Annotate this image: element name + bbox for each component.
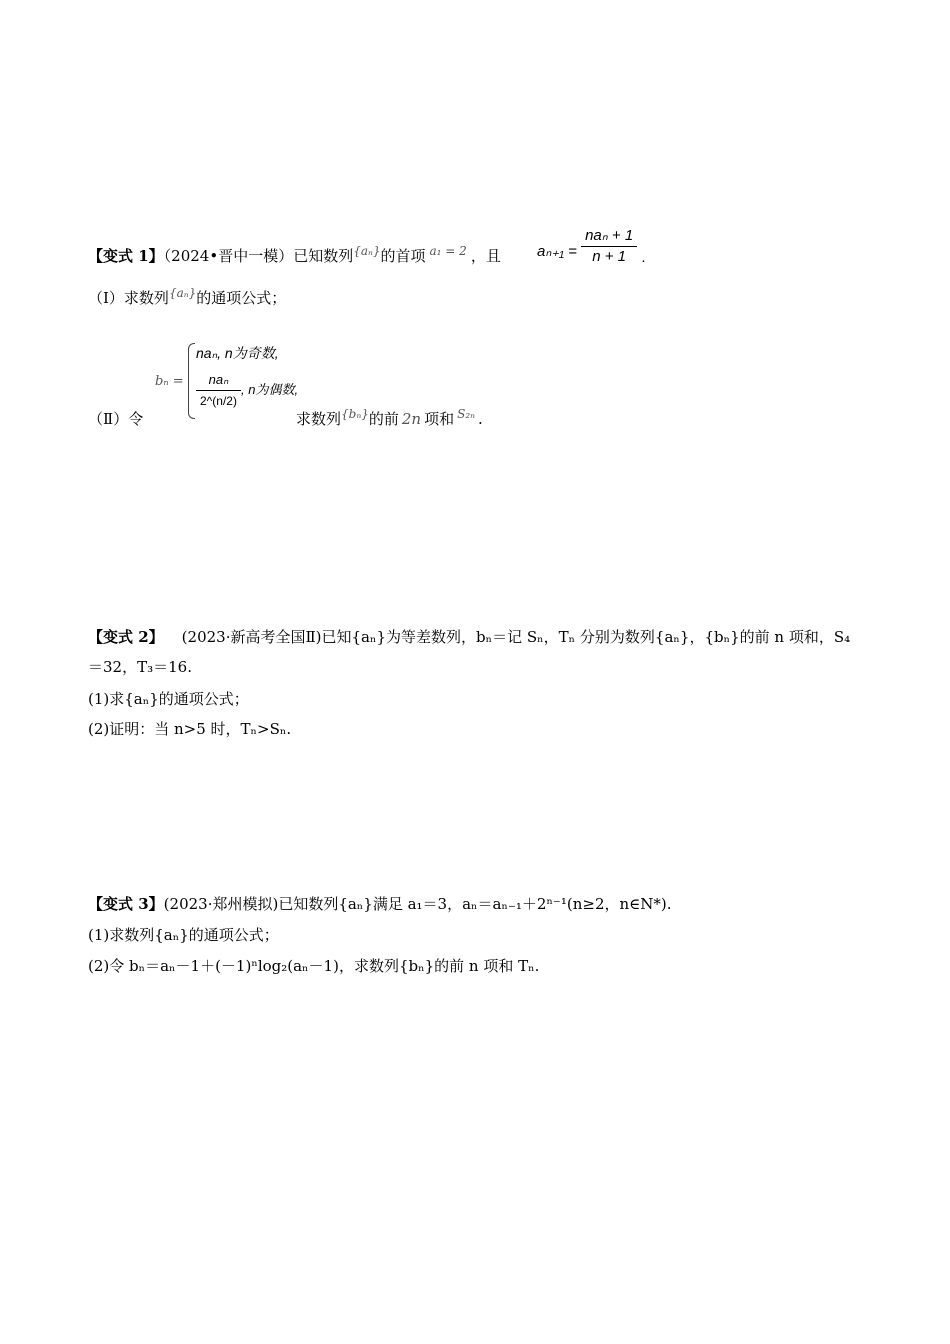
v1-p2-label: （Ⅱ）令 [88,410,144,428]
v1-text2: 的首项 [380,247,426,265]
v1-p2-text1: 求数列 [296,410,342,428]
v1-brace [188,343,195,419]
v1-case2-den: 2^(n/2) [200,394,237,408]
v1-p2-end: . [478,410,483,428]
v1-seq-a: {aₙ} [353,244,381,258]
v1-part2-rest [296,409,483,430]
v3-title: 【变式 3】 [88,895,164,913]
v1-title: 【变式 1】 [88,247,164,265]
v3-line3-text: (2)令 bₙ＝aₙ－1＋(－1)ⁿlog₂(aₙ－1)，求数列{bₙ}的前 n 项和 Tₙ. [88,957,540,975]
v1-case1-text: naₙ, n为奇数, [196,345,279,361]
v1-part1 [88,288,286,309]
v3-line1-text: (2023·郑州模拟)已知数列{aₙ}满足 a₁＝3，aₙ＝aₙ₋₁＋2ⁿ⁻¹(n≥2，n∈N*). [163,895,672,913]
v1-part2 [88,409,143,429]
v1-p2-text2: 的前 [368,410,399,428]
v3-line2-text: (1)求数列{aₙ}的通项公式； [88,926,279,944]
v1-p1-text: 的通项公式； [196,289,287,307]
v1-a1: a₁ = 2 [429,244,467,258]
v1-p1-seq: {aₙ} [168,286,197,300]
v1-line1 [88,246,501,267]
v3-line3 [88,956,539,976]
v2-line4 [88,719,291,739]
v1-frac-den: n + 1 [592,248,627,265]
v3-line1 [88,894,672,914]
v2-line1-text: (2023·新高考全国Ⅱ)已知{aₙ}为等差数列，bₙ＝记 Sₙ，Tₙ 分别为数列{aₙ}，{bₙ}的前 n 项和，S₄ [181,628,851,646]
v1-p1-label: （Ⅰ）求数列 [88,289,169,307]
v1-fraction [581,226,637,267]
v2-line4-text: (2)证明：当 n>5 时，Tₙ>Sₙ. [88,720,292,738]
v2-line3 [88,689,249,709]
v1-bn-lhs [155,372,184,392]
v1-text3: ，且 [470,247,501,265]
v1-p2-seq: {bₙ} [341,407,369,421]
v1-case2-fraction [196,370,241,411]
v1-p2-2n: 2n [401,410,422,428]
v1-text1: 已知数列 [293,247,354,265]
v2-line1 [88,627,850,647]
v1-case1 [196,343,279,363]
v3-line2 [88,925,279,945]
v2-line2-text: ＝32，T₃＝16. [88,658,192,676]
v1-frac-num: naₙ + 1 [581,226,637,247]
v1-case2-num: naₙ [196,370,241,391]
v1-end: . [641,249,646,267]
v2-line2 [88,657,192,677]
v1-source: （2024•晋中一模） [163,247,294,265]
v1-lhs: aₙ₊₁ = [537,243,577,261]
v1-recurrence [537,226,646,267]
v1-case2-cond: , n为偶数, [240,381,299,397]
v1-bn-lhs-text: bₙ = [155,374,184,389]
v1-case2 [196,370,298,411]
v1-p2-text3: 项和 [424,410,455,428]
v2-title: 【变式 2】 [88,628,164,646]
v1-p2-S: S₂ₙ [457,407,475,421]
v2-line3-text: (1)求{aₙ}的通项公式； [88,690,249,708]
